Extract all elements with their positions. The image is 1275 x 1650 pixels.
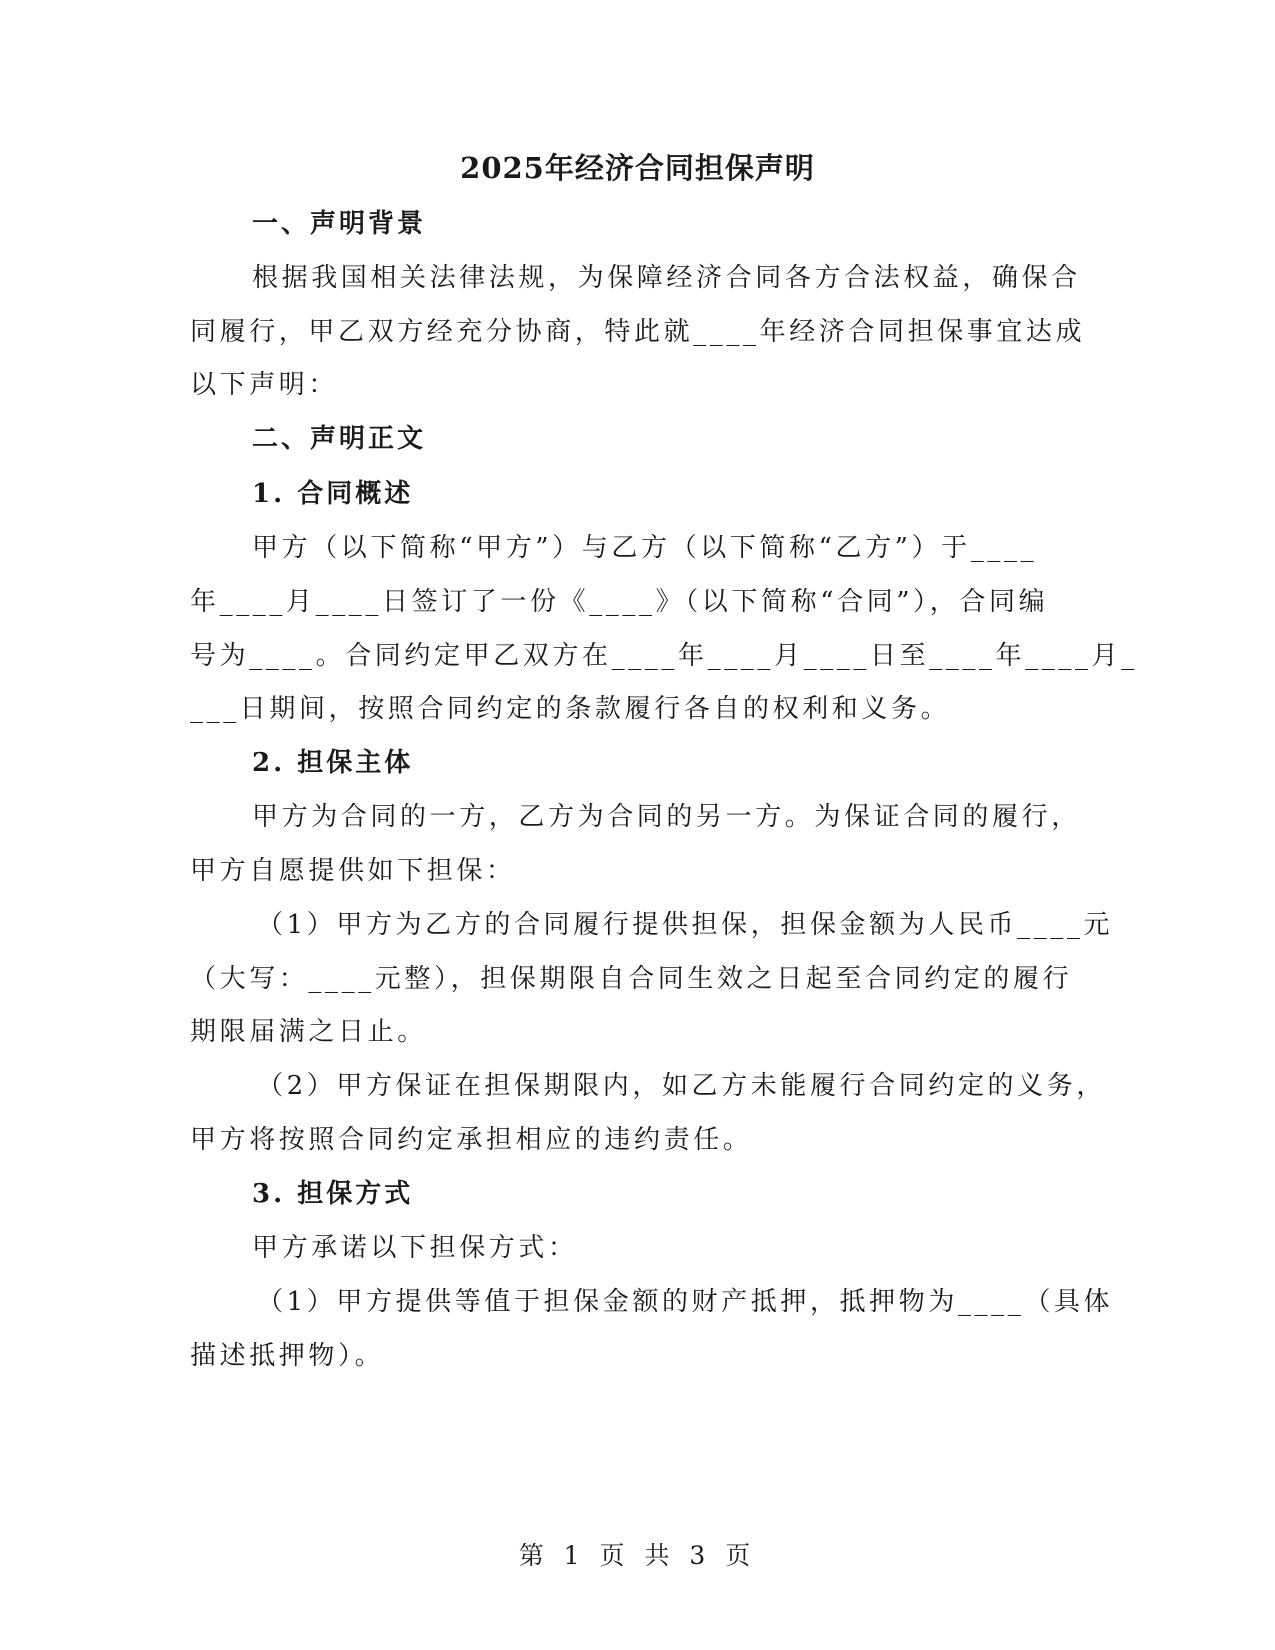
paragraph-line: （1）甲方提供等值于担保金额的财产抵押，抵押物为____（具体: [257, 1287, 1114, 1317]
paragraph-line: （1）甲方为乙方的合同履行提供担保，担保金额为人民币____元: [257, 910, 1114, 940]
paragraph-line: 描述抵押物）。: [190, 1341, 385, 1371]
paragraph-line: 根据我国相关法律法规，为保障经济合同各方合法权益，确保合: [252, 263, 1081, 293]
paragraph-line: 甲方将按照合同约定承担相应的违约责任。: [190, 1125, 753, 1155]
subsection-heading-overview: 1. 合同概述: [252, 479, 414, 509]
paragraph-line: 以下声明：: [190, 370, 339, 400]
paragraph-line: （2）甲方保证在担保期限内，如乙方未能履行合同约定的义务，: [257, 1071, 1106, 1101]
paragraph-line: 甲方自愿提供如下担保：: [190, 856, 516, 886]
subsection-heading-guarantor: 2. 担保主体: [252, 748, 414, 778]
paragraph-line: （大写：____元整），担保期限自合同生效之日起至合同约定的履行: [190, 964, 1073, 994]
paragraph-line: ___日期间，按照合同约定的条款履行各自的权利和义务。: [190, 694, 951, 724]
paragraph-line: 期限届满之日止。: [190, 1017, 427, 1047]
document-title: 2025年经济合同担保声明: [460, 151, 815, 185]
paragraph-line: 甲方承诺以下担保方式：: [252, 1233, 578, 1263]
subsection-heading-method: 3. 担保方式: [252, 1179, 414, 1209]
paragraph-line: 甲方为合同的一方，乙方为合同的另一方。为保证合同的履行，: [252, 802, 1081, 832]
section-heading-body: 二、声明正文: [252, 424, 427, 454]
paragraph-line: 甲方（以下简称“甲方”）与乙方（以下简称“乙方”）于____: [252, 533, 1038, 563]
page-number-footer: 第 1 页 共 3 页: [518, 1541, 757, 1570]
section-heading-background: 一、声明背景: [252, 209, 427, 239]
paragraph-line: 号为____。合同约定甲乙双方在____年____月____日至____年____月_: [190, 641, 1138, 671]
paragraph-line: 年____月____日签订了一份《____》（以下简称“合同”），合同编: [190, 587, 1049, 617]
paragraph-line: 同履行，甲乙双方经充分协商，特此就____年经济合同担保事宜达成: [190, 317, 1086, 347]
